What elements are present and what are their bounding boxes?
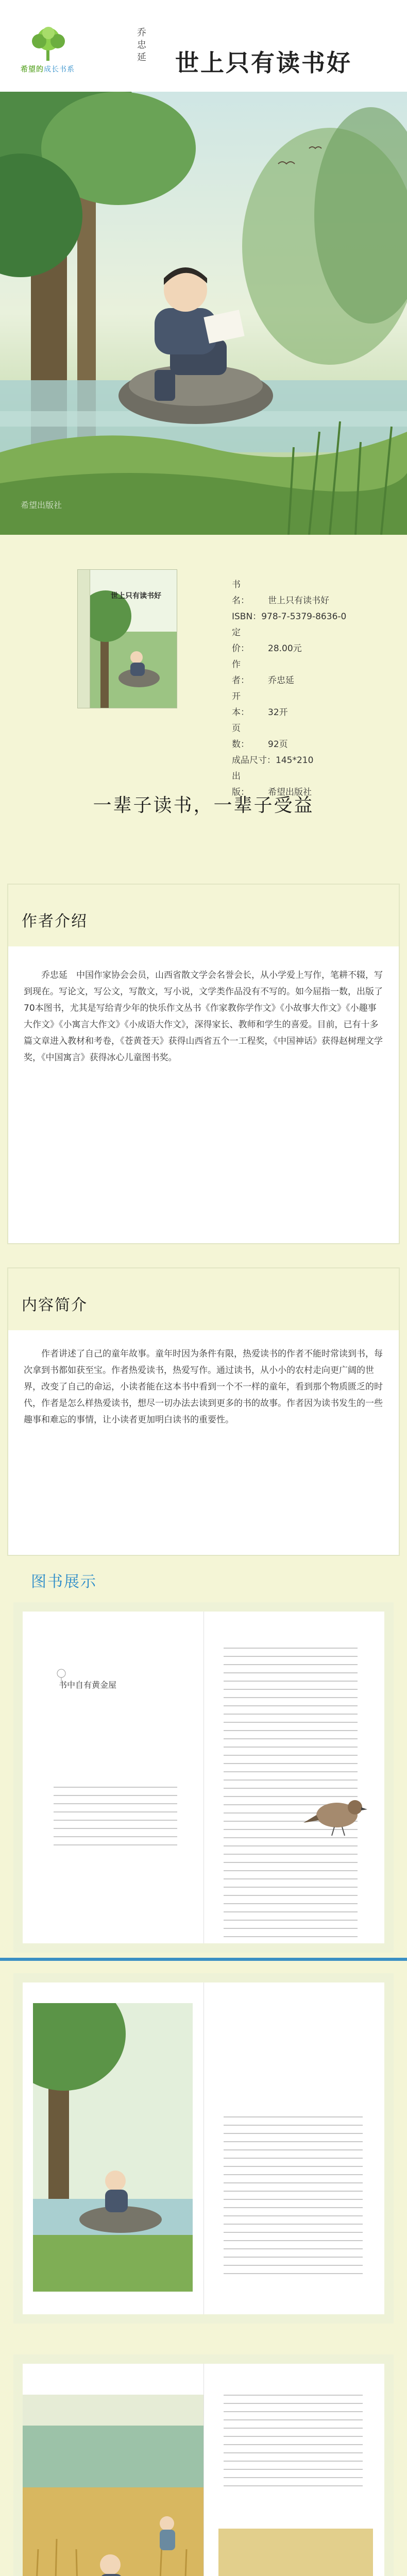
spread-1-pages xyxy=(23,1612,384,1943)
showcase-spread-2 xyxy=(13,1973,394,2324)
wheat-field-illustration xyxy=(23,2395,204,2576)
hero-illustration xyxy=(0,92,407,535)
logo-text: 希望的成长书系 xyxy=(21,65,75,74)
showcase-spread-1 xyxy=(13,1602,394,1953)
info-row-size: 成品尺寸：145*210 xyxy=(232,755,314,766)
info-row-isbn: ISBN：978-7-5379-8636-0 xyxy=(232,612,347,622)
spread-3-right-text xyxy=(224,2395,363,2494)
content-card-header xyxy=(8,1268,399,1330)
book-spine xyxy=(77,569,91,708)
content-card xyxy=(7,1267,400,1556)
book-info-list xyxy=(232,577,397,801)
spread-1-left-text xyxy=(54,1787,177,1853)
book-info-section xyxy=(0,538,407,798)
header xyxy=(0,0,407,92)
info-row-format: 开 本： 32开 xyxy=(232,691,288,718)
book-title: 世上只有读书好 xyxy=(175,49,352,77)
harvest-illustration xyxy=(218,2529,373,2576)
info-row-title: 书 名： 世上只有读书好 xyxy=(232,580,329,606)
content-section-title: 内容简介 xyxy=(22,1296,88,1314)
dandelion-icon xyxy=(54,1668,69,1684)
info-row-author: 作 者： 乔忠延 xyxy=(232,659,294,686)
info-row-pages: 页 数： 92页 xyxy=(232,723,288,750)
sparrow-icon xyxy=(303,1787,370,1838)
info-row-price: 定 价： 28.00元 xyxy=(232,628,302,654)
watermark: 希望出版社 xyxy=(21,500,62,510)
book-cover-3d xyxy=(77,569,175,708)
slogan: 一辈子读书，一辈子受益 xyxy=(93,795,314,816)
author-section-title: 作者介绍 xyxy=(22,912,88,930)
blue-separator xyxy=(0,1958,407,1961)
author-card xyxy=(7,884,400,1244)
info-row-publisher: 出 版： 希望出版社 xyxy=(232,771,312,798)
spread-2-illustration xyxy=(33,2003,193,2292)
book-cover xyxy=(90,569,177,708)
showcase-spread-3 xyxy=(13,2354,394,2576)
tree-logo-icon xyxy=(18,26,79,62)
content-intro-text: 作者讲述了自己的童年故事。童年时因为条件有限，热爱读书的作者不能时常读到书，每次拿到书都如获至宝。作者热爱读书，热爱写作。通过读书，从小小的农村走向更广阔的世界，改变了自己的命运，小读者能在这本书中看到一个不一样的童年，看到那个物质匮乏的时代，作者是怎么样热爱读书，想尽一切办法去读到更多的书的故事。作者因为读书发生的一些趣事和难忘的事情，让小读者更加明白读书的重要性。 xyxy=(24,1349,383,1425)
publisher-logo xyxy=(18,26,95,77)
spread-3-pages xyxy=(23,2364,384,2576)
spread-1-heading: 书中自有黄金屋 xyxy=(59,1680,117,1690)
spread-2-right-text xyxy=(224,2116,363,2281)
author-intro-text: 乔忠延 中国作家协会会员，山西省散文学会名誉会长，从小学爱上写作，笔耕不辍，写到现在。写论文，写公文，写散文，写小说，文学类作品没有不写的。如今屈指一数，出版了70本图书，尤其是写给青少年的快乐作文丛书《作家教你学作文》《小故事大作文》《小趣事大作文》《小寓言大作文》《小成语大作文》，深得家长、教师和学生的喜爱。目前，已有十多篇文章进入教材和考卷，《苍黄苍天》获得山西省五个一工程奖，《中国神话》获得赵树理文学奖，《中国寓言》获得冰心儿童图书奖。 xyxy=(24,970,383,1063)
boy-reading-illustration xyxy=(0,92,407,535)
showcase-title: 图书展示 xyxy=(31,1573,97,1591)
author-name-vertical: 乔 忠 延 xyxy=(137,27,146,63)
spread-2-pages xyxy=(23,1982,384,2314)
cover-title: 世上只有读书好 xyxy=(111,592,161,600)
author-card-header xyxy=(8,885,399,946)
